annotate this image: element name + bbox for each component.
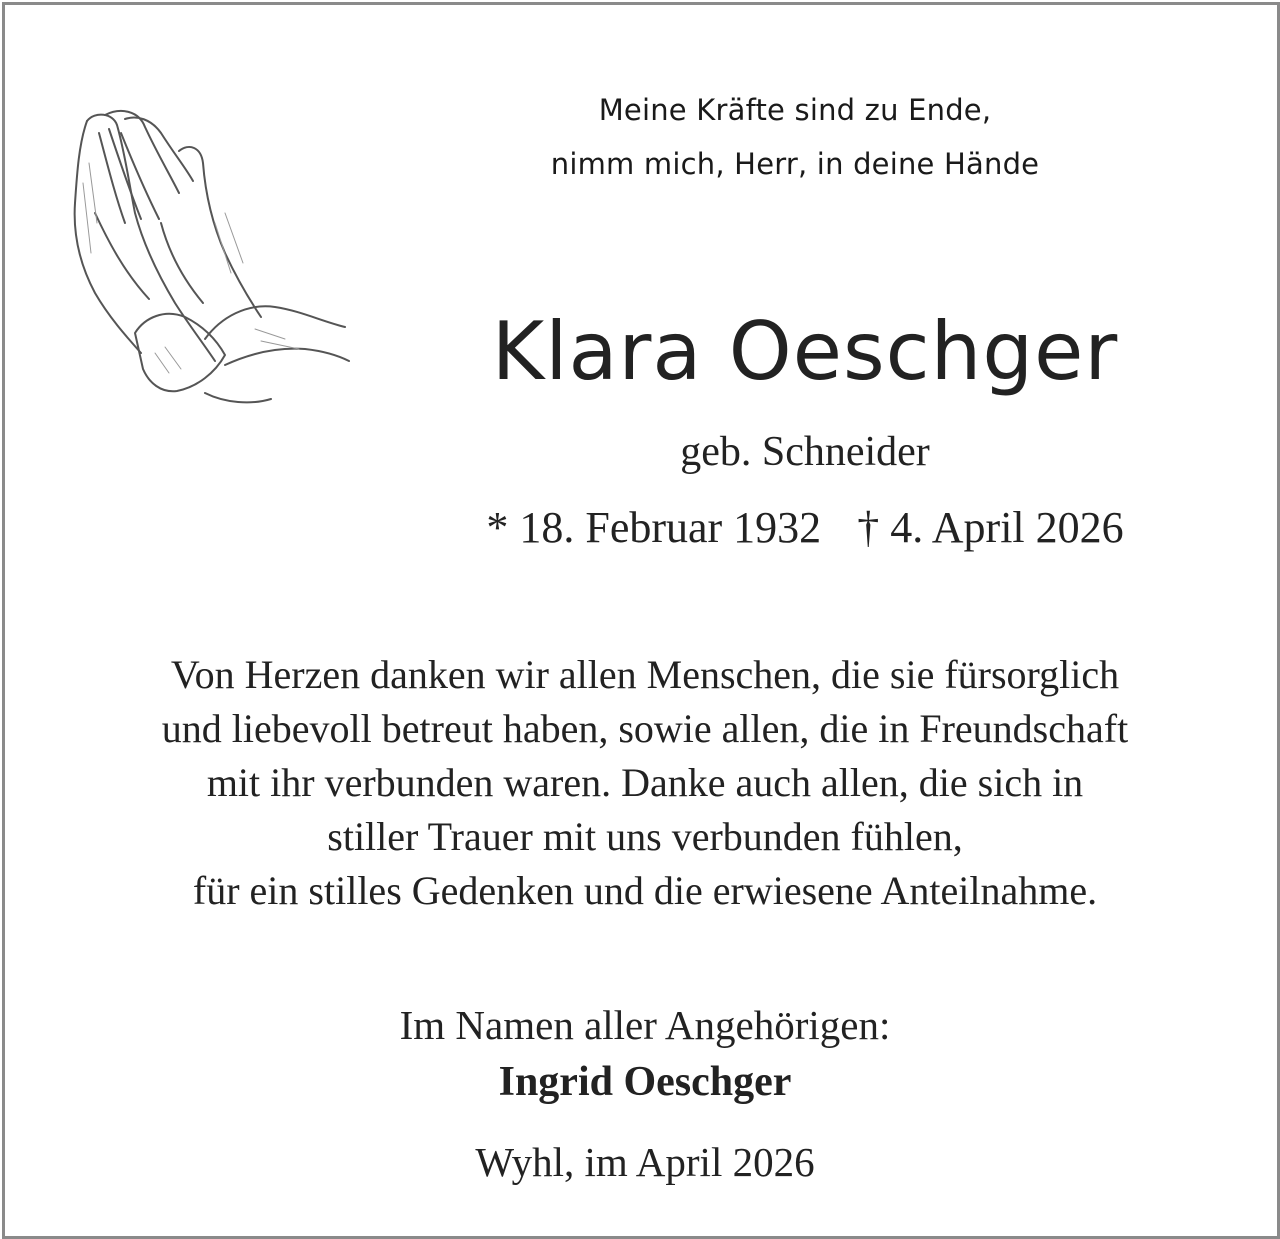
- thanks-line: und liebevoll betreut haben, sowie allen, die in Freundschaft: [161, 706, 1129, 751]
- signer-name: Ingrid Oeschger: [498, 1059, 792, 1105]
- death-date: † 4. April 2026: [857, 503, 1124, 552]
- on-behalf-text: Im Namen aller Angehörigen:: [399, 1002, 891, 1048]
- deceased-name: Klara Oeschger: [491, 305, 1119, 398]
- thanks-line: Von Herzen danken wir allen Menschen, die sie fürsorglich: [170, 652, 1120, 697]
- thanks-line: stiller Trauer mit uns verbunden fühlen,: [327, 814, 963, 859]
- maiden-name: geb. Schneider: [680, 429, 930, 475]
- place-date: Wyhl, im April 2026: [475, 1139, 815, 1185]
- birth-date: * 18. Februar 1932: [486, 503, 822, 552]
- verse-line-2: nimm mich, Herr, in deine Hände: [550, 147, 1040, 181]
- verse-line-1: Meine Kräfte sind zu Ende,: [598, 93, 992, 127]
- praying-hands-icon: [65, 103, 355, 408]
- life-dates: [405, 502, 1205, 553]
- thanks-line: mit ihr verbunden waren. Danke auch allen, die sich in: [206, 760, 1084, 805]
- thanks-line: für ein stilles Gedenken und die erwiesene Anteilnahme.: [192, 868, 1098, 913]
- obituary-frame: [2, 2, 1280, 1239]
- thanks-text: [35, 648, 1255, 918]
